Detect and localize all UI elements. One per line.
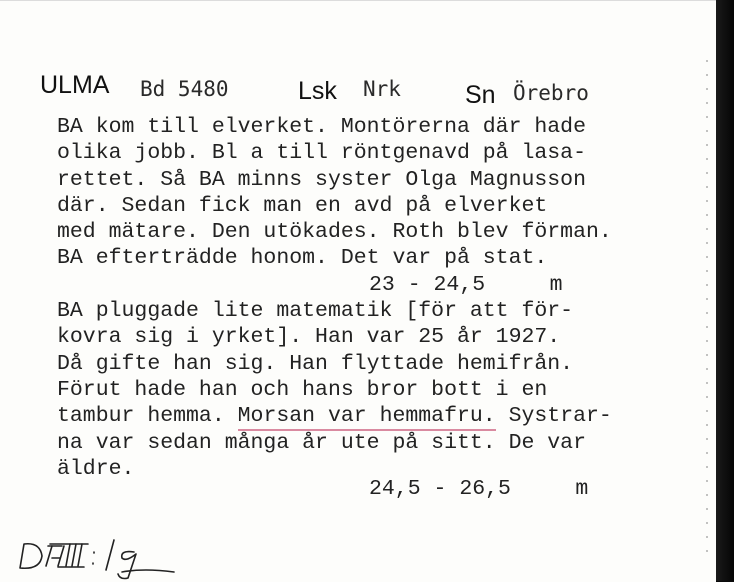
text-line: BA efterträdde honom. Det var på stat. xyxy=(57,246,548,271)
sn-label: Sn xyxy=(465,81,496,109)
lsk-label: Lsk xyxy=(298,77,337,105)
text-line-underlined xyxy=(57,403,687,429)
handwritten-signature xyxy=(14,526,194,582)
archive-name: ULMA xyxy=(40,71,110,99)
lsk-value: Nrk xyxy=(363,77,401,101)
text-line: BA pluggade lite matematik [för att för- xyxy=(57,299,574,324)
text-line: där. Sedan fick man en avd på elverket xyxy=(57,193,548,218)
text-line: olika jobb. Bl a till röntgenavd på lasa- xyxy=(57,141,586,166)
interview-text xyxy=(57,114,687,502)
text-line: BA kom till elverket. Montörerna där hade xyxy=(57,115,586,139)
page-reference: 23 - 24,5 m xyxy=(369,272,563,297)
card-edge-marks xyxy=(706,60,708,560)
sn-value: Örebro xyxy=(513,81,589,105)
text-line: kovra sig i yrket]. Han var 25 år 1927. xyxy=(57,325,561,350)
reference-number: Bd 5480 xyxy=(140,77,229,101)
text-line: Förut hade han och hans bror bott i en xyxy=(57,377,548,402)
text-line: rettet. Så BA minns syster Olga Magnusson xyxy=(57,167,586,192)
text-line: Då gifte han sig. Han flyttade hemifrån. xyxy=(57,351,574,376)
card-header xyxy=(40,69,720,109)
text-line: na var sedan många år ute på sitt. De var xyxy=(57,430,586,455)
text-line: med mätare. Den utökades. Roth blev förman. xyxy=(57,220,612,245)
underlined-phrase: Morsan var hemmafru. xyxy=(238,404,496,431)
text-segment: tambur hemma. xyxy=(57,404,238,429)
text-segment: Systrar- xyxy=(495,404,612,429)
page-reference: 24,5 - 26,5 m xyxy=(369,477,589,502)
text-line: äldre. xyxy=(57,456,135,481)
scan-border xyxy=(716,0,734,581)
